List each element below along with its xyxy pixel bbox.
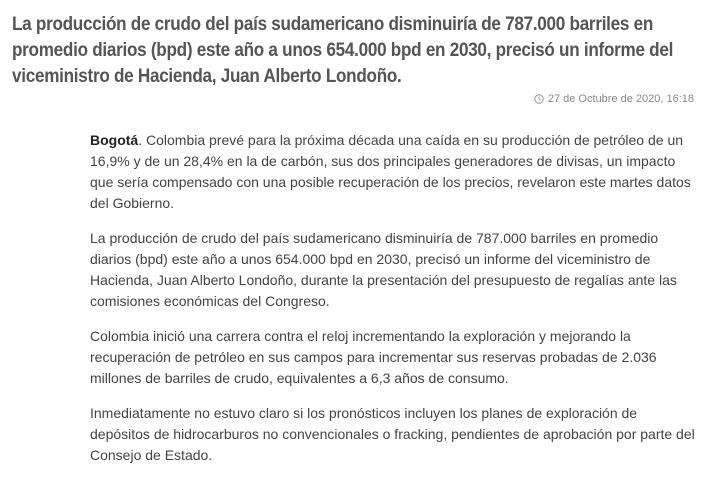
paragraph-1-text: . Colombia prevé para la próxima década una caída en su producción de petróleo de un 16,9% y de un 28,4% en la de carbón, sus dos principales generadores de divisas, un impacto que sería compensado con una posible recuperación de los precios, revelaron este martes datos del Gobierno. bbox=[90, 132, 691, 211]
article-headline: La producción de crudo del país sudamericano disminuiría de 787.000 barriles en promedio diarios (bpd) este año a unos 654.000 bpd en 2030, precisó un informe del viceministro de Hacienda, Juan Alberto Londoño. bbox=[12, 14, 674, 87]
article-dateline bbox=[534, 93, 694, 105]
article-paragraph-2: La producción de crudo del país sudamericano disminuiría de 787.000 barriles en promedio diarios (bpd) este año a unos 654.000 bpd en 2030, precisó un informe del viceministro de Hacienda, Juan Alberto Londoño, durante la presentación del presupuesto de regalías ante las comisiones económicas del Congreso. bbox=[90, 230, 677, 309]
article-paragraph-3: Colombia inició una carrera contra el reloj incrementando la exploración y mejorando la recuperación de petróleo en sus campos para incrementar sus reservas probadas de 2.036 millones de barriles de crudo, equivalentes a 6,3 años de consumo. bbox=[90, 328, 657, 386]
clock-icon bbox=[534, 94, 544, 104]
article-body bbox=[90, 130, 698, 480]
dateline-place: Bogotá bbox=[90, 132, 139, 148]
article-paragraph-4: Inmediatamente no estuvo claro si los pronósticos incluyen los planes de exploración de depósitos de hidrocarburos no convencionales o fracking, pendientes de aprobación por parte del Consejo de Estado. bbox=[90, 405, 695, 463]
article-date: 27 de Octubre de 2020, 16:18 bbox=[547, 93, 694, 105]
article-paragraph-1 bbox=[90, 130, 698, 214]
